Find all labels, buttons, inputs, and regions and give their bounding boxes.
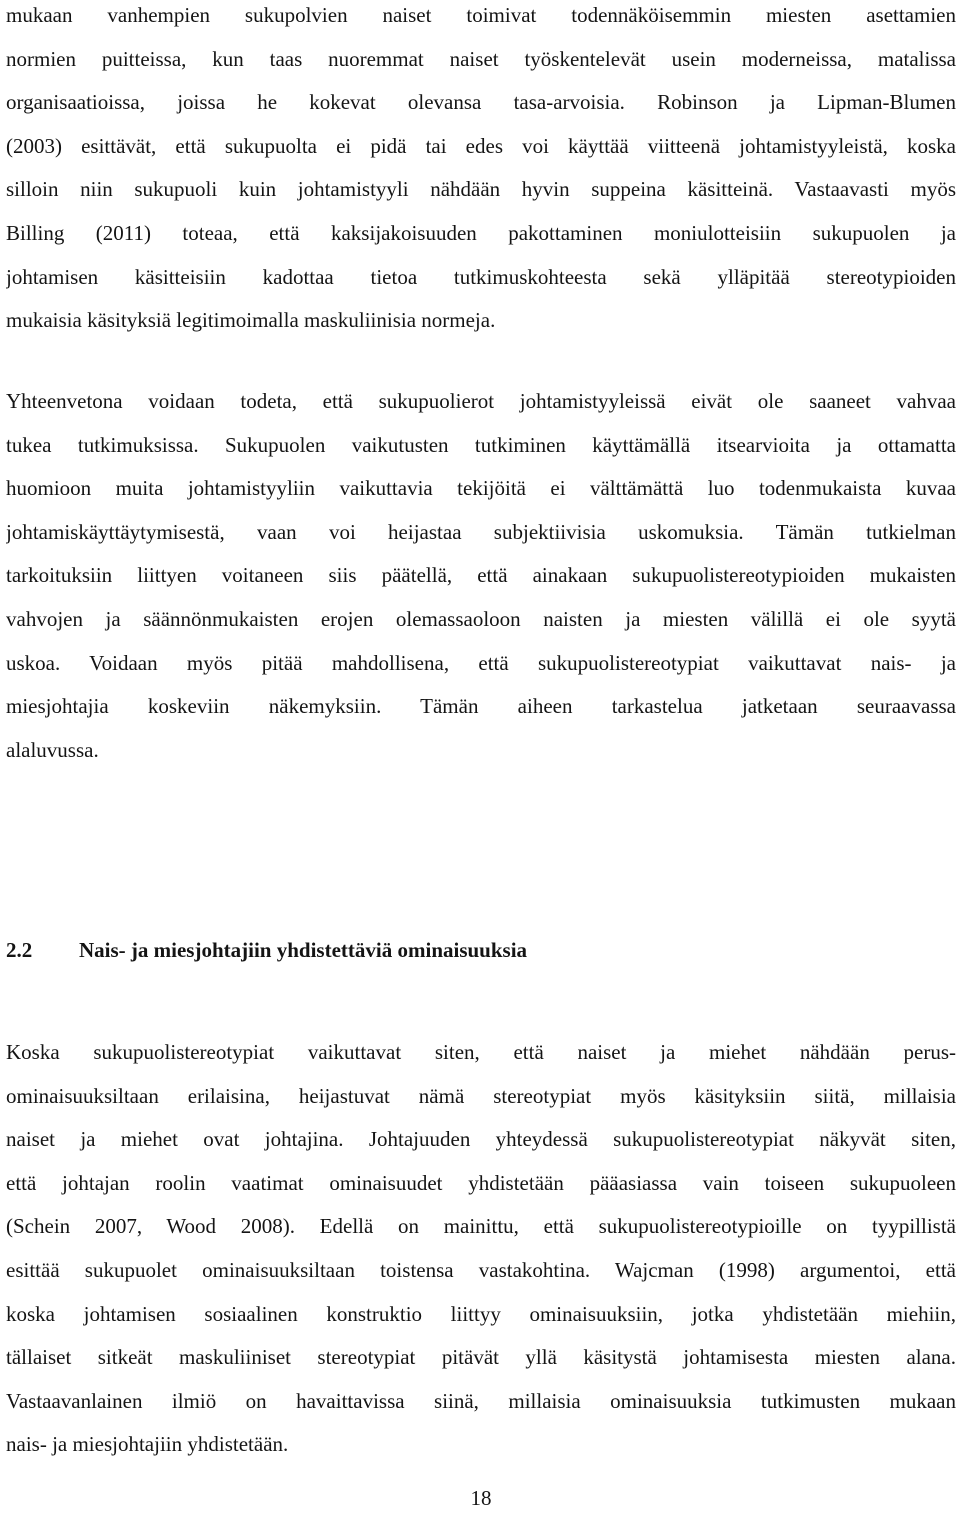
paragraph-2 bbox=[6, 380, 956, 772]
paragraph-1 bbox=[6, 0, 956, 343]
paragraph-line: mukaan vanhempien sukupolvien naiset toimivat todennäköisemmin miesten asettamien bbox=[6, 3, 956, 27]
section-heading bbox=[6, 930, 527, 970]
paragraph-line: uskoa. Voidaan myös pitää mahdollisena, että sukupuolistereotypiat vaikuttavat nais- ja bbox=[6, 650, 956, 675]
paragraph-line: tällaiset sitkeät maskuliiniset stereotypiat pitävät yllä käsitystä johtamisesta miesten alana. bbox=[6, 1345, 956, 1370]
paragraph-line: vahvojen ja säännönmukaisten erojen olemassaoloon naisten ja miesten välillä ei ole syytä bbox=[6, 606, 956, 631]
paragraph-line: naiset ja miehet ovat johtajina. Johtajuuden yhteydessä sukupuolistereotypiat näkyvät siten, bbox=[6, 1127, 956, 1152]
paragraph-line: normien puitteissa, kun taas nuoremmat naiset työskentelevät usein moderneissa, matalissa bbox=[6, 46, 956, 71]
document-page bbox=[6, 0, 956, 1509]
section-title: Nais- ja miesjohtajiin yhdistettäviä ominaisuuksia bbox=[79, 938, 528, 962]
paragraph-line: huomioon muita johtamistyyliin vaikuttavia tekijöitä ei välttämättä luo todenmukaista kuvaa bbox=[6, 476, 956, 501]
paragraph-line: Yhteenvetona voidaan todeta, että sukupuolierot johtamistyyleissä eivät ole saaneet vahvaa bbox=[6, 389, 956, 413]
paragraph-line: alaluvussa. bbox=[6, 737, 99, 762]
paragraph-line: (Schein 2007, Wood 2008). Edellä on mainittu, että sukupuolistereotypioille on tyypillistä bbox=[6, 1214, 956, 1239]
paragraph-line: koska johtamisen sosiaalinen konstruktio liittyy ominaisuuksiin, jotka yhdistetään miehiin, bbox=[6, 1301, 956, 1326]
paragraph-line: johtamiskäyttäytymisestä, vaan voi heijastaa subjektiivisia uskomuksia. Tämän tutkielman bbox=[6, 519, 956, 544]
paragraph-line: nais- ja miesjohtajiin yhdistetään. bbox=[6, 1432, 289, 1457]
paragraph-line: silloin niin sukupuoli kuin johtamistyyli nähdään hyvin suppeina käsitteinä. Vastaavasti myös bbox=[6, 177, 956, 202]
paragraph-line: (2003) esittävät, että sukupuolta ei pidä tai edes voi käyttää viitteenä johtamistyyleistä, koska bbox=[6, 133, 956, 158]
paragraph-line: esittää sukupuolet ominaisuuksiltaan toistensa vastakohtina. Wajcman (1998) argumentoi, että bbox=[6, 1257, 956, 1282]
paragraph-3 bbox=[6, 1031, 956, 1467]
paragraph-line: mukaisia käsityksiä legitimoimalla maskuliinisia normeja. bbox=[6, 308, 496, 333]
paragraph-line: Billing (2011) toteaa, että kaksijakoisuuden pakottaminen moniulotteisiin sukupuolen ja bbox=[6, 220, 956, 245]
paragraph-line: tukea tutkimuksissa. Sukupuolen vaikutusten tutkiminen käyttämällä itsearvioita ja ottamatta bbox=[6, 432, 956, 457]
paragraph-line: että johtajan roolin vaatimat ominaisuudet yhdistetään pääasiassa vain toiseen sukupuoleen bbox=[6, 1170, 956, 1195]
paragraph-line: Koska sukupuolistereotypiat vaikuttavat siten, että naiset ja miehet nähdään perus- bbox=[6, 1040, 956, 1064]
paragraph-line: miesjohtajia koskeviin näkemyksiin. Tämän aiheen tarkastelua jatketaan seuraavassa bbox=[6, 694, 956, 719]
paragraph-line: Vastaavanlainen ilmiö on havaittavissa siinä, millaisia ominaisuuksia tutkimusten mukaan bbox=[6, 1388, 956, 1413]
paragraph-line: organisaatioissa, joissa he kokevat olevansa tasa-arvoisia. Robinson ja Lipman-Blumen bbox=[6, 90, 956, 115]
paragraph-line: johtamisen käsitteisiin kadottaa tietoa tutkimuskohteesta sekä ylläpitää stereotypioiden bbox=[6, 264, 956, 289]
page-number: 18 bbox=[470, 1486, 492, 1510]
paragraph-line: ominaisuuksiltaan erilaisina, heijastuvat nämä stereotypiat myös käsityksiin siitä, millaisia bbox=[6, 1083, 956, 1108]
paragraph-line: tarkoituksiin liittyen voitaneen siis päätellä, että ainakaan sukupuolistereotypioiden mukaisten bbox=[6, 563, 956, 588]
section-number: 2.2 bbox=[6, 938, 33, 962]
